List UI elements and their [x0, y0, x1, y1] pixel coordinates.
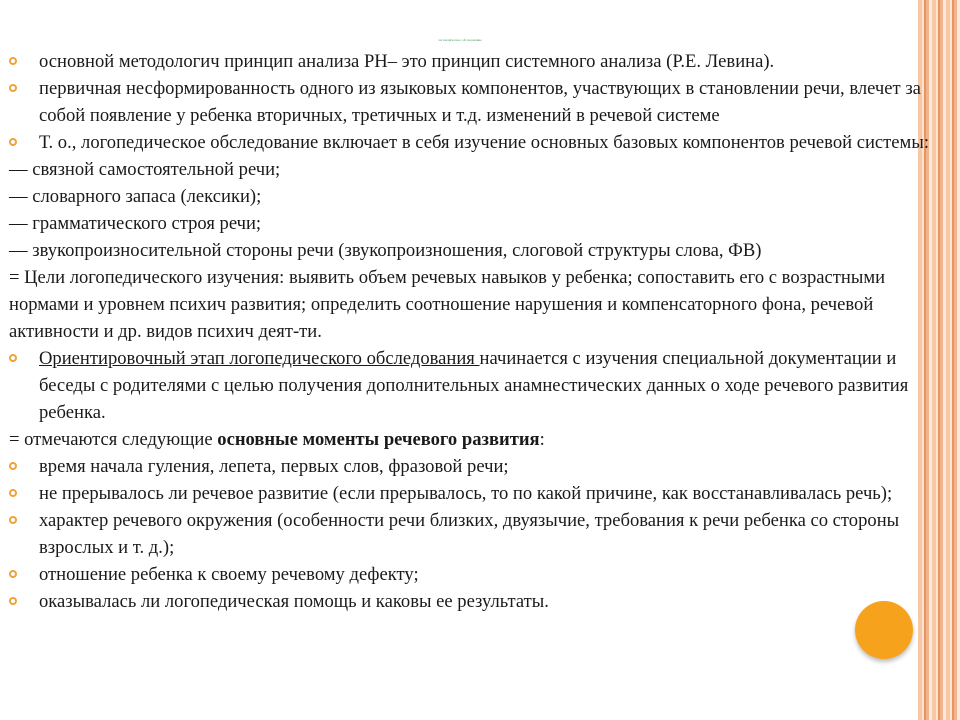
- bullet-icon: [9, 84, 17, 92]
- bullet-item: [9, 561, 939, 588]
- moments-intro-bold: основные моменты речевого развития: [217, 429, 540, 450]
- bullet-text: время начала гуления, лепета, первых слов, фразовой речи;: [39, 456, 509, 477]
- moments-intro-post: :: [539, 429, 545, 450]
- stage-text: начинается с изучения специальной документации и беседы с родителями с целью получения дополнительных анамнестических данных о ходе речевого развития ребенка.: [39, 348, 909, 423]
- bullet-text: основной методологич принцип анализа РН– это принцип системного анализа (Р.Е. Левина).: [39, 51, 775, 72]
- bullet-item: [9, 507, 939, 561]
- dash-item: — звукопроизносительной стороны речи (звукопроизношения, слоговой структуры слова, ФВ): [9, 240, 762, 261]
- bullet-text: Т. о., логопедическое обследование включает в себя изучение основных базовых компонентов речевой системы:: [39, 132, 929, 153]
- left-margin: [0, 0, 5, 720]
- bullet-icon: [9, 597, 17, 605]
- stage-heading: Ориентировочный этап логопедического обследования: [39, 348, 480, 369]
- decorative-circle: [855, 601, 913, 659]
- dash-item: — связной самостоятельной речи;: [9, 159, 281, 180]
- bullet-icon: [9, 462, 17, 470]
- bullet-item: [9, 129, 939, 156]
- bullet-text: характер речевого окружения (особенности речи близких, двуязычие, требования к речи ребенка со стороны взрослых и т. д.);: [39, 510, 900, 558]
- dash-item: — грамматического строя речи;: [9, 213, 262, 234]
- bullet-item: [9, 48, 939, 75]
- bullet-item: [9, 480, 939, 507]
- bullet-icon: [9, 489, 17, 497]
- bullet-text: первичная несформированность одного из языковых компонентов, участвующих в становлении речи, влечет за собой появление у ребенка вторичных, третичных и т.д. изменений в речевой системе: [39, 78, 921, 126]
- bullet-item: [9, 75, 939, 129]
- decorative-stripe: [952, 0, 954, 720]
- bullet-icon: [9, 354, 17, 362]
- moments-intro: [9, 426, 939, 453]
- slide-title: логопедическое обследование: [438, 38, 482, 42]
- goals-paragraph: = Цели логопедического изучения: выявить объем речевых навыков у ребенка; сопоставить его с возрастными нормами и уровнем психич развития; определить соотношение нарушения и компенсаторного фона, речевой активности и др. видов психич деят-ти.: [9, 267, 886, 342]
- dash-item: — словарного запаса (лексики);: [9, 186, 262, 207]
- bullet-item: [9, 345, 939, 426]
- bullet-text: отношение ребенка к своему речевому дефекту;: [39, 564, 419, 585]
- bullet-icon: [9, 57, 17, 65]
- bullet-item: [9, 588, 939, 615]
- bullet-item: [9, 453, 939, 480]
- bullet-text: оказывалась ли логопедическая помощь и каковы ее результаты.: [39, 591, 549, 612]
- bullet-icon: [9, 516, 17, 524]
- slide-body: [9, 48, 939, 615]
- moments-intro-pre: = отмечаются следующие: [9, 429, 218, 450]
- bullet-text: не прерывалось ли речевое развитие (если прерывалось, то по какой причине, как восстанавливалась речь);: [39, 483, 893, 504]
- bullet-icon: [9, 570, 17, 578]
- bullet-icon: [9, 138, 17, 146]
